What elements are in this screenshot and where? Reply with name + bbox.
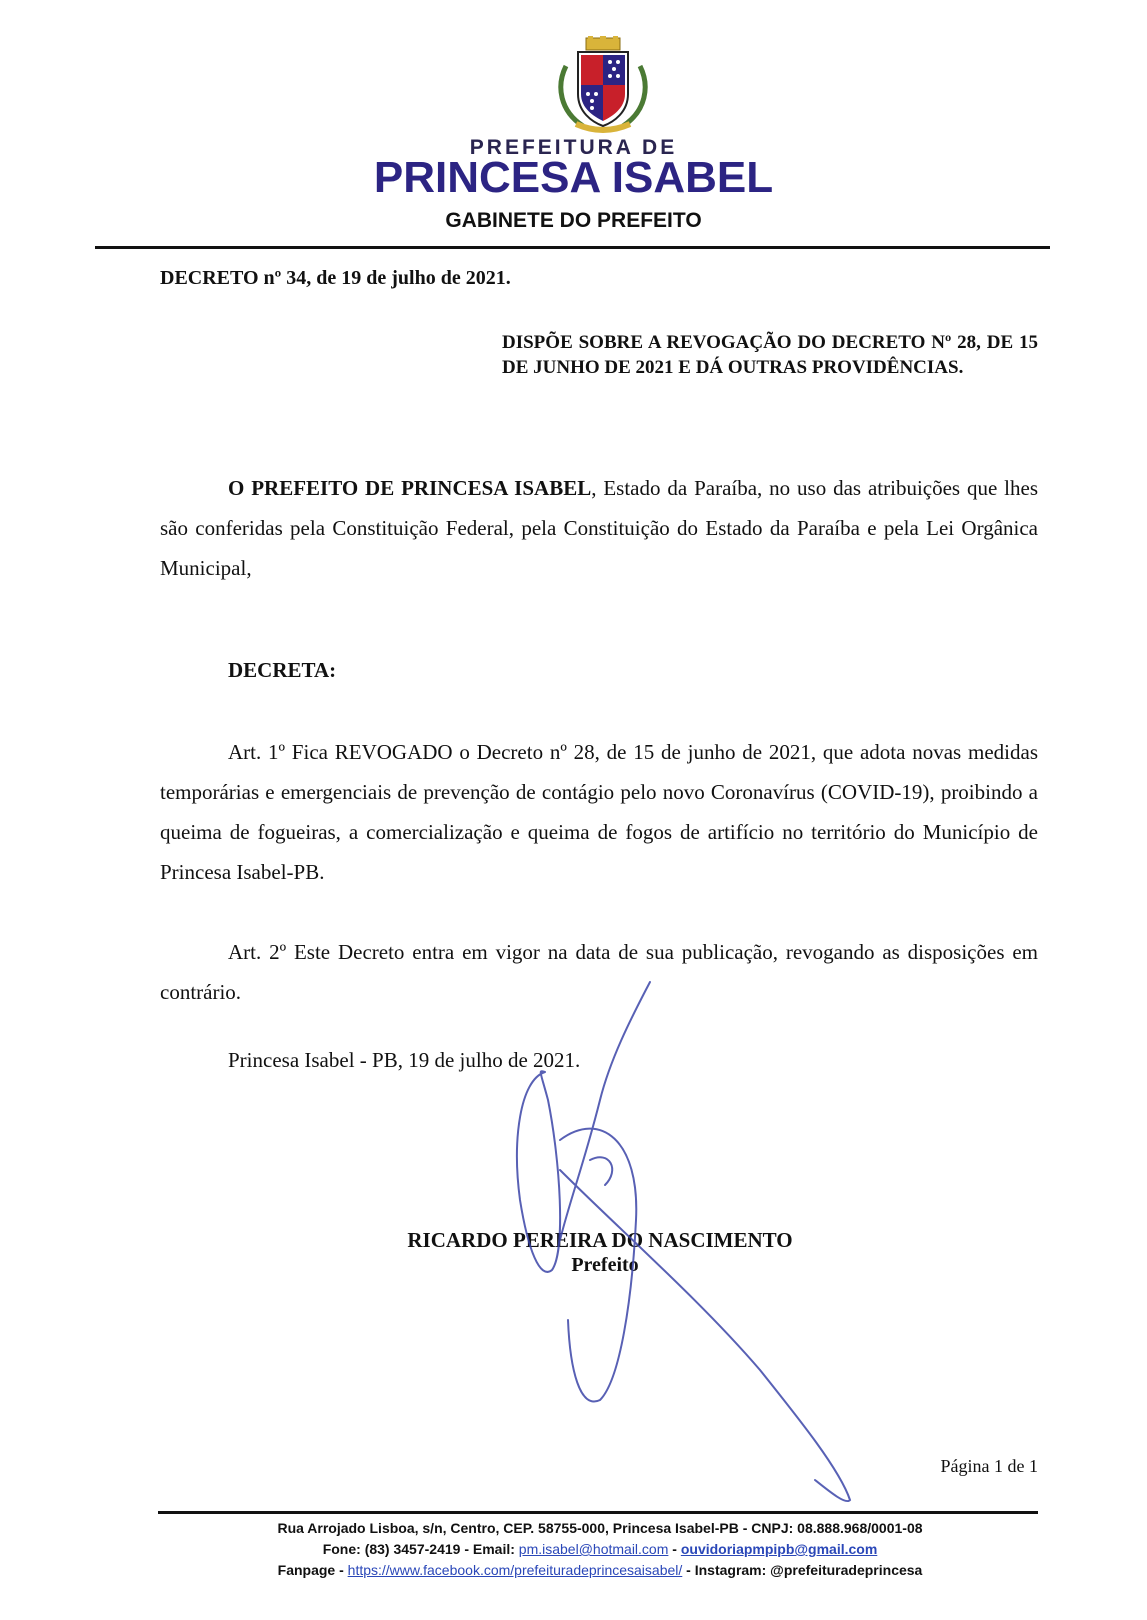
- fanpage-label: Fanpage -: [277, 1562, 348, 1578]
- preamble-bold: O PREFEITO DE PRINCESA ISABEL: [228, 476, 592, 500]
- office-name: GABINETE DO PREFEITO: [445, 209, 702, 232]
- preamble-text: , Estado da Paraíba, no uso das atribuições que lhes são conferidas pela Constituição Federal, pela Constituição do Estado da Paraíba e pela Lei Orgânica Municipal,: [160, 476, 1039, 580]
- phone-label: Fone: (83) 3457-2419 - Email:: [322, 1541, 519, 1557]
- footer-social: [0, 1562, 1147, 1578]
- email-link[interactable]: pm.isabel@hotmail.com: [518, 1541, 669, 1557]
- ouvidoria-email-link[interactable]: ouvidoriapmpipb@gmail.com: [680, 1541, 878, 1557]
- article-2: Art. 2º Este Decreto entra em vigor na data de sua publicação, revogando as disposições em contrário.: [160, 940, 1038, 1004]
- org-prefix: PREFEITURA DE: [469, 136, 678, 159]
- signer-name: RICARDO PEREIRA DO NASCIMENTO: [407, 1228, 793, 1252]
- footer-address: Rua Arrojado Lisboa, s/n, Centro, CEP. 58755-000, Princesa Isabel-PB - CNPJ: 08.888.968/0001-08: [277, 1520, 923, 1536]
- page-count: Página 1 de 1: [940, 1456, 1038, 1476]
- signer-role: Prefeito: [571, 1254, 639, 1276]
- footer-divider: [158, 1511, 1038, 1514]
- header-divider: [95, 246, 1050, 249]
- instagram-handle: - Instagram: @prefeituradeprincesa: [682, 1562, 923, 1578]
- decree-summary: DISPÕE SOBRE A REVOGAÇÃO DO DECRETO Nº 28, DE 15 DE JUNHO DE 2021 E DÁ OUTRAS PROVIDÊNCIAS.: [502, 332, 1038, 378]
- decree-title: DECRETO nº 34, de 19 de julho de 2021.: [160, 267, 511, 289]
- article-1: Art. 1º Fica REVOGADO o Decreto nº 28, de 15 de junho de 2021, que adota novas medidas temporárias e emergenciais de prevenção de contágio pelo novo Coronavírus (COVID-19), proibindo a queima de fogueiras, a comercialização e queima de fogos de artifício no território do Município de Princesa Isabel-PB.: [160, 740, 1038, 884]
- place-date: Princesa Isabel - PB, 19 de julho de 2021.: [228, 1048, 581, 1072]
- org-name: PRINCESA ISABEL: [373, 153, 774, 202]
- separator: -: [668, 1541, 681, 1557]
- preamble-paragraph: [160, 468, 1038, 588]
- footer-contacts: [0, 1541, 1147, 1557]
- coat-of-arms-icon: [548, 36, 658, 136]
- fanpage-link[interactable]: https://www.facebook.com/prefeituradeprincesaisabel/: [347, 1562, 683, 1578]
- decreta-heading: DECRETA:: [228, 658, 337, 682]
